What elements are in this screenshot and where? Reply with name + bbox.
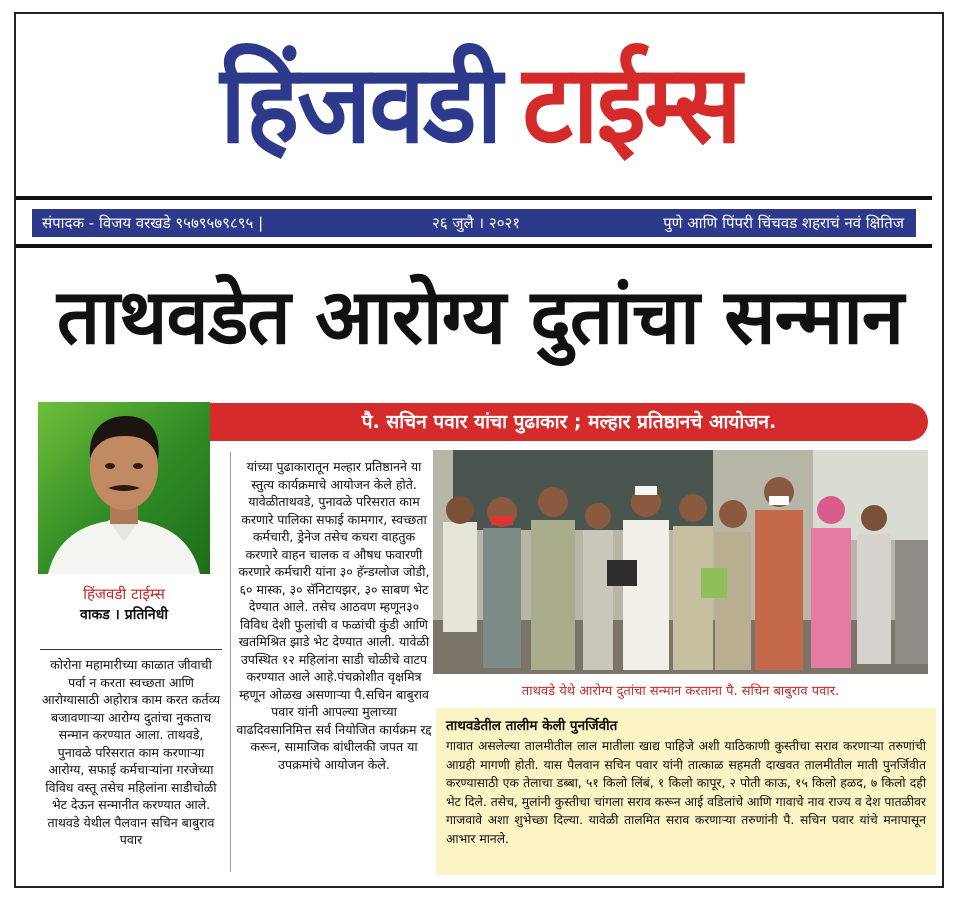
sidebar-box-title: ताथवडेतील तालीम केली पुनर्जिवीत (446, 718, 618, 734)
top-rule (16, 196, 932, 200)
info-bar (32, 209, 916, 237)
headline: ताथवडेत आरोग्य दुतांचा सन्मान (56, 272, 904, 361)
tagline: पुणे आणि पिंपरी चिंचवड शहराचं नवं क्षितिज (663, 214, 904, 232)
article-column-2: यांच्या पुढाकारातून मल्हार प्रतिष्ठानने या स्तुत्य कार्यक्रमाचे आयोजन केले होते. यावेळीताथवडे, पुनावळे परिसरात काम करणारे पालिका सफाई कामगार, स्वच्छता कर्मचारी, ड्रेनेज तसेच कचरा वाहतुक करणारे वाहन चालक व औषध फवारणी करणारे कर्मचारी यांना ३० हॅन्डग्लोज जोडी, ६० मास्क, ३० सॅनिटायझर, ३० साबण भेट देण्यात आले. तसेच आठवण म्हणून३० विविध देशी फुलांची व फळांची कुंडी आणि खतमिश्रित झाडे भेट देण्यात आली. यावेळी उपस्थित १२ महिलांना साडी चोळीचे वाटप करण्यात आले आहे.पंचक्रोशीत वृक्षमित्र म्हणून ओळख असणाऱ्या पै.सचिन बाबुराव पवार यांनी आपल्या मुलाच्या वाढदिवसानिमित्त सर्व नियोजित कार्यक्रम रद्द करून, सामाजिक बांधीलकी जपत या उपक्रमांचे आयोजन केले. (236, 459, 432, 772)
reporter-photo (38, 402, 210, 574)
editor-info: संपादक - विजय वरखडे ९५७९५७९८९५ | (42, 214, 264, 232)
sidebar-box-text: गावात असलेल्या तालमीतील लाल मातीला खाद्य पाहिजे अशी याठिकाणी कुस्तीचा सराव करणाऱ्या तरुणांची आग्रही मागणी होती. यास पैलवान सचिन पवार यांनी तात्काळ सहमती दाखवत तालमीतील माती पुनर्जिवीत करण्यासाठी एक तेलाचा डब्बा, ५१ किलो लिंबं, १ किलो कापूर, २ पोती काऊ, १५ किलो हळद, ७ किलो दही भेट दिले. तसेच, मुलांनी कुस्तीचा चांगला सराव करून आई वडिलांचे आणि गावाचे नाव राज्य व देश पातळीवर गाजवावे अशा शुभेच्छा दिल्या. यावेळी तालमित सराव करणाऱ्या तरुणांनी पै. सचिन पवार यांचे मनापासून आभार मानले. (446, 739, 926, 846)
masthead-title-part2: टाईम्स (522, 41, 740, 168)
issue-date: २६ जुलै । २०२१ (432, 214, 521, 232)
photo-caption: ताथवडे येथे आरोग्य दुतांचा सन्मान करताना पै. सचिन बाबुराव पवार. (521, 684, 840, 699)
sidebar-news-box (436, 708, 936, 875)
bottom-rule (16, 244, 932, 248)
byline-brand: हिंजवडी टाईम्स (83, 585, 165, 603)
subheadline-banner: पै. सचिन पवार यांचा पुढाकार ; मल्हार प्रतिष्ठानचे आयोजन. (210, 403, 928, 441)
event-photo (433, 450, 928, 674)
article-column-1: कोरोना महामारीच्या काळात जीवाची पर्वा न करता स्वच्छता आणि आरोग्यासाठी अहोरात्र काम करत कर्तव्य बजावणाऱ्या आरोग्य दुतांचा नुकताच सन्मान करण्यात आला. ताथवडे, पुनावळे परिसरात काम करणाऱ्या आरोग्य, सफाई कर्मचाऱ्यांना गरजेच्या विविध वस्तू तसेच महिलांना साडीचोळी भेट देऊन सन्मानीत करण्यात आले. ताथवडे येथील पैलवान सचिन बाबुराव पवार (40, 649, 222, 849)
masthead (0, 30, 960, 180)
column-divider (230, 452, 231, 872)
masthead-title-part1: हिंजवडी (220, 41, 501, 168)
byline-role: वाकड । प्रतिनिधी (80, 607, 168, 623)
